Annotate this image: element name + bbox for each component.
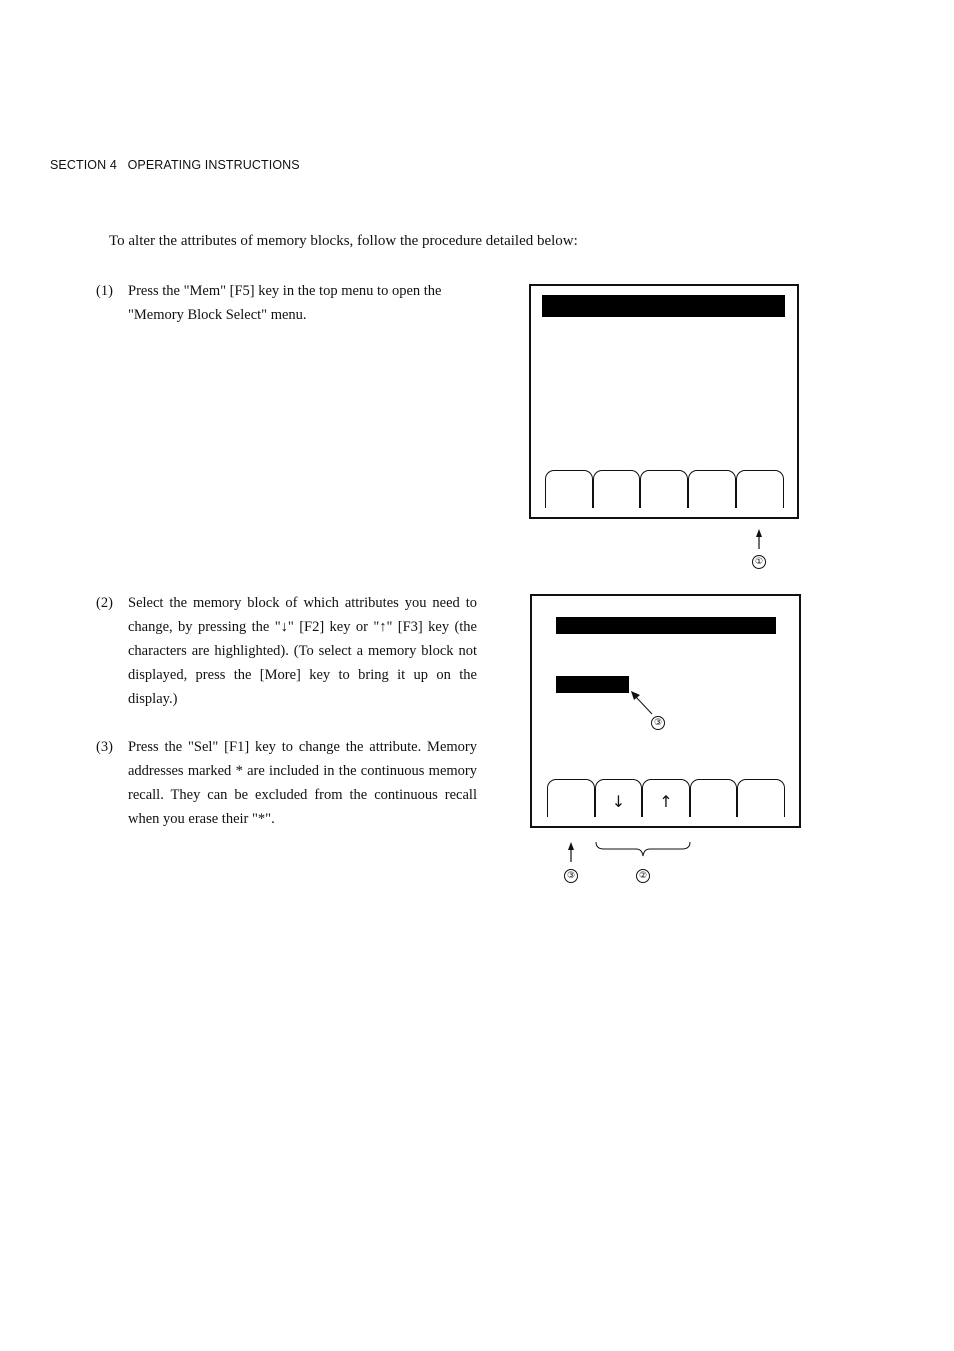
down-arrow-key-f2[interactable]: ↓ bbox=[595, 779, 642, 817]
callout-3-sel-key: ③ bbox=[564, 869, 578, 883]
step-3-text: Press the "Sel" [F1] key to change the attribute. Memory addresses marked * are included in the continuous memory recall. They can be excluded from the continuous recall when you erase their "*". bbox=[128, 739, 477, 827]
step-3-number: (3) bbox=[96, 739, 113, 755]
step-1-number: (1) bbox=[96, 283, 113, 299]
callout-1: ① bbox=[752, 555, 766, 569]
step-2-text: Select the memory block of which attributes you need to change, by pressing the "↓" [F2] key or "↑" [F3] key (the characters are highlighted). (To select a memory block not displayed, press the [More] key to bring it up on the display.) bbox=[128, 595, 477, 707]
intro-text: To alter the attributes of memory blocks, follow the procedure detailed below: bbox=[109, 233, 578, 249]
up-arrow-key-f3[interactable]: ↑ bbox=[642, 779, 690, 817]
section-header: SECTION 4 OPERATING INSTRUCTIONS bbox=[50, 158, 300, 172]
callout-2-arrow-keys: ② bbox=[636, 869, 650, 883]
step-1-text: Press the "Mem" [F5] key in the top menu to open the "Memory Block Select" menu. bbox=[128, 283, 442, 323]
callout-3-highlight: ③ bbox=[651, 716, 665, 730]
step-2-number: (2) bbox=[96, 595, 113, 611]
